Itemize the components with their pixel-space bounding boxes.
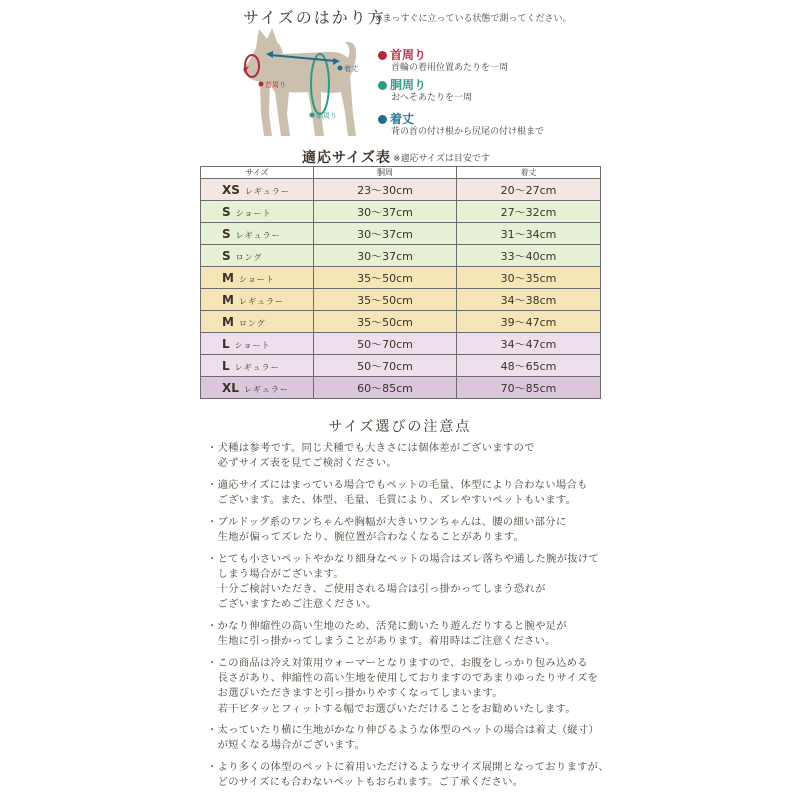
legend-chest-name: 胴周り	[390, 78, 427, 92]
size-code: XL	[222, 380, 239, 395]
table-row	[201, 223, 601, 245]
figure-label-neck: 首周り	[265, 81, 286, 89]
size-type: ショート	[234, 340, 271, 350]
size-type: ロング	[235, 252, 263, 262]
chest-cell: 35〜50cm	[314, 289, 457, 311]
caution-line: ・かなり伸縮性の高い生地のため、活発に動いたり遊んだりすると腕や足が	[207, 620, 567, 633]
table-row	[201, 179, 601, 201]
size-cell	[201, 311, 314, 333]
caution-line: どのサイズにも合わないペットもおられます。ご了承ください。	[207, 776, 524, 789]
table-row	[201, 245, 601, 267]
size-cell	[201, 223, 314, 245]
length-cell: 33〜40cm	[457, 245, 601, 267]
size-code: S	[222, 204, 231, 219]
size-code: S	[222, 248, 231, 263]
length-cell: 70〜85cm	[457, 377, 601, 399]
caution-item	[207, 478, 607, 508]
figure-label-length: 着丈	[344, 65, 358, 73]
caution-line: ・適応サイズにはまっている場合でもペットの毛量、体型により合わない場合も	[207, 478, 588, 491]
length-cell: 39〜47cm	[457, 311, 601, 333]
size-type: ショート	[238, 274, 275, 284]
caution-item	[207, 619, 607, 649]
caution-line: が短くなる場合がございます。	[207, 739, 366, 752]
chest-cell: 60〜85cm	[314, 377, 457, 399]
chest-cell: 30〜37cm	[314, 245, 457, 267]
caution-line: ・太っていたり横に生地がかなり伸びるような体型のペットの場合は着丈（縦寸）	[207, 724, 600, 737]
length-cell: 48〜65cm	[457, 355, 601, 377]
legend-length-desc: 背の首の付け根から尻尾の付け根まで	[391, 127, 545, 137]
size-table	[200, 166, 601, 399]
header-length: 着丈	[457, 167, 601, 179]
cautions-list	[207, 441, 607, 797]
header-chest: 胴周	[314, 167, 457, 179]
size-cell	[201, 267, 314, 289]
size-code: M	[222, 270, 234, 285]
caution-item	[207, 552, 607, 613]
size-type: レギュラー	[235, 230, 281, 240]
measure-note: ※まっすぐに立っている状態で測ってください。	[375, 14, 572, 24]
legend-length-name: 着丈	[390, 112, 415, 126]
length-dot-icon	[378, 115, 387, 124]
table-row	[201, 267, 601, 289]
length-cell: 30〜35cm	[457, 267, 601, 289]
legend-neck	[378, 44, 509, 73]
caution-item	[207, 515, 607, 545]
size-type: ロング	[238, 318, 266, 328]
table-row	[201, 355, 601, 377]
caution-item	[207, 441, 607, 471]
chest-cell: 35〜50cm	[314, 311, 457, 333]
length-cell: 27〜32cm	[457, 201, 601, 223]
size-cell	[201, 355, 314, 377]
size-cell	[201, 377, 314, 399]
cautions-title: サイズ選びの注意点	[328, 419, 472, 435]
caution-line: 長さがあり、伸縮性の高い生地を使用しておりますのであまりゆったりサイズを	[207, 672, 599, 685]
size-cell	[201, 201, 314, 223]
caution-line: ・ブルドッグ系のワンちゃんや胸幅が大きいワンちゃんは、腰の細い部分に	[207, 515, 567, 528]
size-type: レギュラー	[243, 384, 289, 394]
size-type: レギュラー	[234, 362, 280, 372]
caution-line: ございますためご注意ください。	[207, 598, 377, 611]
length-cell: 34〜38cm	[457, 289, 601, 311]
size-type: ショート	[235, 208, 272, 218]
caution-line: ございます。また、体型、毛量、毛質により、ズレやすいペットもいます。	[207, 494, 577, 507]
caution-line: 生地に引っ掛かってしまうことがあります。着用時はご注意ください。	[207, 635, 556, 648]
caution-line: ・犬種は参考です。同じ犬種でも大きさには個体差がございますので	[207, 442, 535, 454]
header-size: サイズ	[201, 167, 314, 179]
chest-dot-icon	[378, 81, 387, 90]
caution-item	[207, 656, 607, 717]
size-code: XS	[222, 182, 240, 197]
caution-item	[207, 760, 607, 790]
caution-line: ・より多くの体型のペットに着用いただけるようなサイズ展開となっておりますが、	[207, 761, 609, 774]
size-code: L	[222, 336, 230, 351]
size-code: S	[222, 226, 231, 241]
caution-item	[207, 723, 607, 753]
size-type: レギュラー	[244, 186, 290, 196]
caution-line: 十分ご検討いただき、ご使用される場合は引っ掛かってしまう恐れが	[207, 583, 546, 596]
chest-cell: 23〜30cm	[314, 179, 457, 201]
caution-line: ・とても小さいペットやかなり細身なペットの場合はズレ落ちや通した腕が抜けて	[207, 552, 600, 565]
size-code: M	[222, 314, 234, 329]
table-row	[201, 201, 601, 223]
table-row	[201, 289, 601, 311]
figure-label-chest: 胴周り	[316, 112, 337, 120]
caution-line: 若干ピタッとフィットする幅でお選びいただけることをお勧めいたします。	[207, 702, 576, 715]
chest-cell: 30〜37cm	[314, 201, 457, 223]
size-table-title: 適応サイズ表	[302, 150, 391, 166]
size-cell	[201, 289, 314, 311]
caution-line: 必ずサイズ表を見てご検討ください。	[207, 457, 397, 470]
chest-cell: 30〜37cm	[314, 223, 457, 245]
chest-cell: 50〜70cm	[314, 355, 457, 377]
caution-line: お選びいただきますと引っ掛かりやすくなってしまいます。	[207, 687, 503, 700]
legend-neck-desc: 首輪の着用位置あたりを一周	[391, 63, 509, 73]
size-table-header	[201, 167, 601, 179]
size-table-note: ※適応サイズは目安です	[393, 154, 490, 164]
dog-measurement-figure	[226, 22, 376, 144]
table-row	[201, 311, 601, 333]
table-row	[201, 377, 601, 399]
measure-title: サイズのはかり方	[243, 8, 386, 27]
caution-line: 生地が偏ってズレたり、腕位置が合わなくなることがあります。	[207, 531, 525, 544]
length-cell: 34〜47cm	[457, 333, 601, 355]
legend-length	[378, 108, 545, 137]
size-cell	[201, 333, 314, 355]
neck-dot-icon	[378, 51, 387, 60]
caution-line: ・この商品は冷え対策用ウォーマーとなりますので、お腹をしっかり包み込める	[207, 656, 588, 669]
chest-cell: 35〜50cm	[314, 267, 457, 289]
caution-line: しまう場合がございます。	[207, 567, 344, 580]
size-code: L	[222, 358, 230, 373]
chest-cell: 50〜70cm	[314, 333, 457, 355]
length-cell: 31〜34cm	[457, 223, 601, 245]
size-code: M	[222, 292, 234, 307]
table-row	[201, 333, 601, 355]
legend-chest-desc: おへそあたりを一周	[391, 93, 473, 103]
legend-chest	[378, 74, 473, 103]
size-cell	[201, 245, 314, 267]
length-cell: 20〜27cm	[457, 179, 601, 201]
legend-neck-name: 首周り	[390, 48, 427, 62]
size-type: レギュラー	[238, 296, 284, 306]
size-cell	[201, 179, 314, 201]
